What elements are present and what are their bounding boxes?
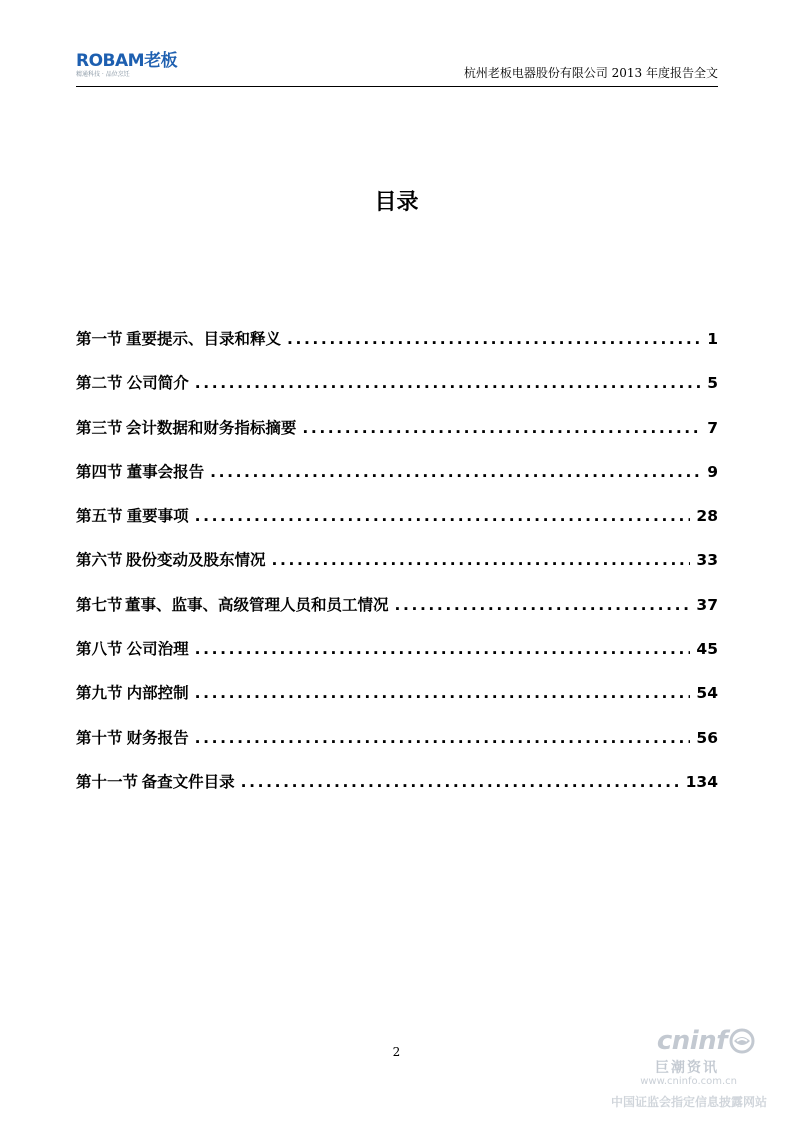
toc-section-number: 第一节 bbox=[76, 330, 123, 348]
toc-heading: 股份变动及股东情况 bbox=[125, 551, 266, 570]
toc-dot-leader bbox=[195, 679, 691, 707]
toc-section-number: 第六节 bbox=[76, 551, 123, 570]
toc-heading: 董事、监事、高级管理人员和员工情况 bbox=[124, 595, 389, 614]
toc-page-number: 7 bbox=[707, 418, 718, 437]
watermark-brand-cn: 巨潮资讯 bbox=[655, 1060, 719, 1076]
toc-heading: 重要事项 bbox=[126, 507, 189, 526]
watermark-url: www.cninfo.com.cn bbox=[640, 1076, 737, 1087]
toc-heading: 重要提示、目录和释义 bbox=[125, 330, 281, 348]
toc-entry[interactable] bbox=[76, 768, 718, 812]
toc-dot-leader bbox=[195, 635, 691, 663]
cninfo-watermark bbox=[577, 1026, 767, 1116]
toc-heading: 公司治理 bbox=[126, 640, 189, 659]
header-document-title: 杭州老板电器股份有限公司 2013 年度报告全文 bbox=[463, 66, 718, 80]
logo-tagline: 精通科技 · 品位烹饪 bbox=[76, 71, 130, 78]
toc-entry[interactable] bbox=[76, 679, 718, 723]
toc-entry[interactable] bbox=[76, 414, 718, 458]
toc-entry[interactable] bbox=[76, 325, 718, 369]
toc-dot-leader bbox=[195, 502, 691, 530]
toc-section-number: 第九节 bbox=[76, 684, 123, 703]
toc-section-number: 第十一节 bbox=[76, 772, 139, 791]
toc-dot-leader bbox=[272, 546, 691, 574]
toc-heading: 财务报告 bbox=[126, 728, 189, 747]
company-logo bbox=[76, 52, 177, 79]
toc-heading: 备查文件目录 bbox=[141, 772, 235, 791]
toc-section-number: 第三节 bbox=[76, 418, 123, 437]
toc-heading: 内部控制 bbox=[126, 684, 189, 703]
toc-entry[interactable] bbox=[76, 458, 718, 502]
toc-page-number: 56 bbox=[696, 728, 718, 747]
toc-dot-leader bbox=[287, 325, 701, 353]
toc-dot-leader bbox=[302, 414, 701, 442]
page-title: 目录 bbox=[374, 190, 419, 215]
toc-page-number: 54 bbox=[696, 684, 718, 703]
watermark-brand: cninf bbox=[656, 1026, 727, 1056]
toc-entry[interactable] bbox=[76, 546, 718, 590]
toc-dot-leader bbox=[394, 591, 690, 619]
toc-dot-leader bbox=[210, 458, 701, 486]
toc-page-number: 45 bbox=[696, 640, 718, 659]
toc-dot-leader bbox=[195, 724, 691, 752]
page-number: 2 bbox=[392, 1045, 401, 1059]
toc-section-number: 第二节 bbox=[76, 374, 123, 393]
toc-section-number: 第七节 bbox=[76, 595, 123, 614]
toc-section-number: 第十节 bbox=[76, 728, 123, 747]
toc-page-number: 134 bbox=[685, 772, 718, 791]
toc-heading: 董事会报告 bbox=[126, 462, 205, 481]
table-of-contents bbox=[76, 325, 718, 812]
toc-entry[interactable] bbox=[76, 635, 718, 679]
toc-heading: 会计数据和财务指标摘要 bbox=[125, 418, 297, 437]
toc-dot-leader bbox=[195, 369, 701, 397]
toc-section-number: 第四节 bbox=[76, 462, 123, 481]
toc-entry[interactable] bbox=[76, 724, 718, 768]
page-header bbox=[76, 50, 718, 87]
toc-dot-leader bbox=[241, 768, 680, 796]
toc-page-number: 33 bbox=[696, 551, 718, 570]
toc-page-number: 9 bbox=[707, 462, 718, 481]
toc-entry[interactable] bbox=[76, 369, 718, 413]
toc-section-number: 第五节 bbox=[76, 507, 123, 526]
toc-section-number: 第八节 bbox=[76, 640, 123, 659]
toc-page-number: 37 bbox=[696, 595, 718, 614]
toc-entry[interactable] bbox=[76, 502, 718, 546]
toc-heading: 公司简介 bbox=[126, 374, 189, 393]
logo-text: ROBAM老板 bbox=[76, 51, 178, 71]
toc-entry[interactable] bbox=[76, 591, 718, 635]
toc-page-number: 1 bbox=[707, 330, 718, 348]
toc-page-number: 5 bbox=[707, 374, 718, 393]
toc-page-number: 28 bbox=[696, 507, 718, 526]
cninfo-swirl-icon bbox=[729, 1028, 755, 1054]
watermark-tagline: 中国证监会指定信息披露网站 bbox=[610, 1095, 767, 1109]
watermark-logo bbox=[657, 1026, 755, 1056]
